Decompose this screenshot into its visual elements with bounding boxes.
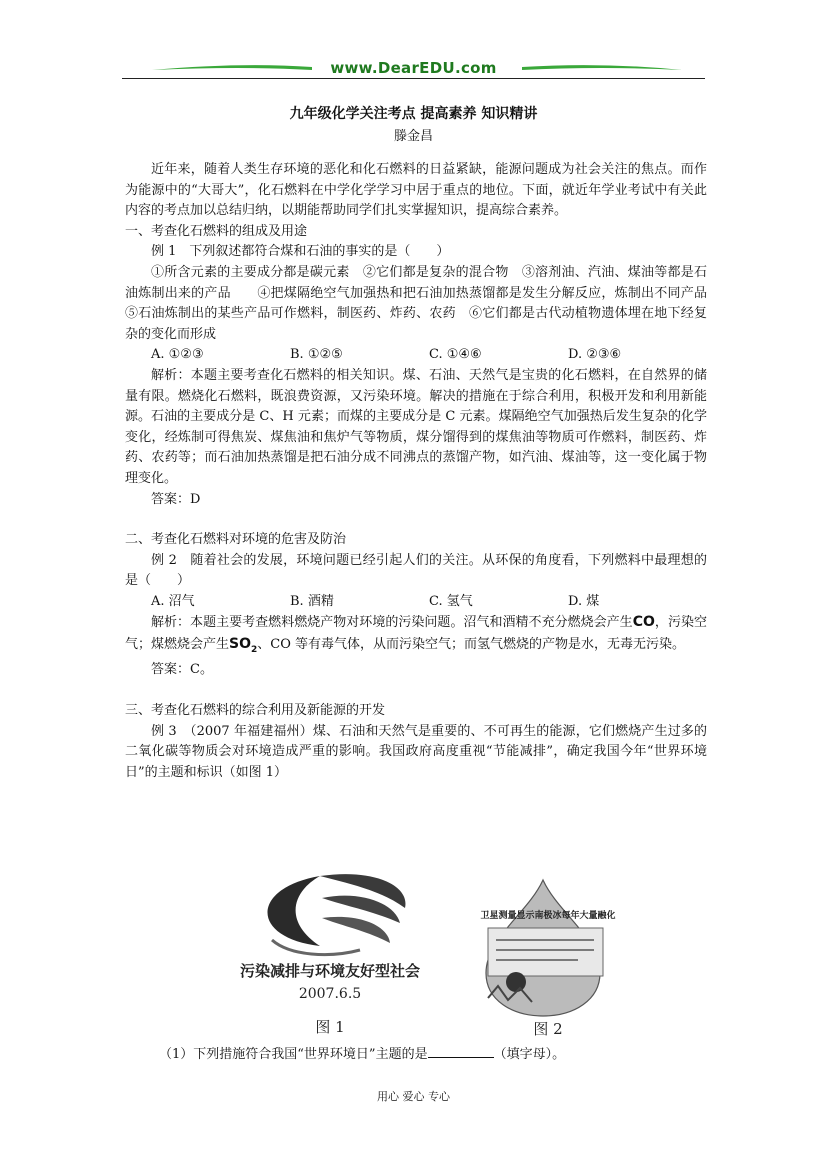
- article-body: [125, 160, 721, 783]
- intro-paragraph: 近年来，随着人类生存环境的恶化和化石燃料的日益紧缺，能源问题成为社会关注的焦点。而作为能源中的“大哥大”，化石燃料在中学化学学习中居于重点的地位。下面，就近年学业考试中有关此内容的考点加以总结归纳，以期能帮助同学们扎实掌握知识，提高综合素养。: [125, 162, 707, 219]
- figure1-date: 2007.6.5: [298, 986, 362, 1002]
- answer-blank[interactable]: [428, 1045, 494, 1058]
- melting-ice-drop-image: [468, 878, 628, 1018]
- example1-options: [125, 345, 707, 366]
- example2-answer: 答案：C。: [151, 662, 213, 678]
- example2-question: 例 2 随着社会的发展，环境问题已经引起人们的关注。从环保的角度看，下列燃料中最理想的是（ ）: [125, 552, 707, 589]
- figure-1: [210, 868, 450, 1038]
- example1-analysis: 解析：本题主要考查化石燃料的相关知识。煤、石油、天然气是宝贵的化石燃料，在自然界的储量有限。燃烧化石燃料，既浪费资源，又污染环境。解决的措施在于综合利用，积极开发和利用新能源。石油的主要成分是 C、H 元素；而煤的主要成分是 C 元素。煤隔绝空气加强热后发生复杂的化学变化，经炼制可得焦炭、煤焦油和焦炉气等物质，煤分馏得到的煤焦油等物质可作燃料，制医药、炸药、农药等；而石油加热蒸馏是把石油分成不同沸点的蒸馏产物，如汽油、煤油等，这一变化属于物理变化。: [125, 367, 707, 486]
- option-d: D. ②③⑥: [568, 347, 622, 363]
- option-a: A. ①②③: [151, 347, 204, 363]
- header-rule: [122, 78, 705, 79]
- section2-heading: 二、考查化石燃料对环境的危害及防治: [125, 532, 347, 548]
- example1-statements: ①所含元素的主要成分都是碳元素 ②它们都是复杂的混合物 ③溶剂油、汽油、煤油等都是石油炼制出来的产品 ④把煤隔绝空气加强热和把石油加热蒸馏都是发生分解反应，炼制出不同产品 ⑤石油炼制出的某些产品可作燃料，制医药、炸药、农药 ⑥它们都是古代动植物遗体埋在地下经复杂的变化而形成: [125, 264, 721, 342]
- option-b: B. ①②⑤: [290, 347, 343, 363]
- option-c: C. ①④⑥: [429, 347, 482, 363]
- option-c: C. 氢气: [429, 593, 473, 609]
- example1-question: 例 1 下列叙述都符合煤和石油的事实的是（ ）: [151, 244, 450, 260]
- option-a: A. 沼气: [151, 593, 195, 609]
- author: 滕金昌: [393, 129, 433, 144]
- co-formula: CO: [632, 614, 655, 631]
- site-brand[interactable]: www.DearEDU.com: [330, 59, 497, 77]
- sub-question: [125, 1045, 707, 1066]
- figure2-banner: 卫星测量显示南极冰每年大量融化: [480, 911, 616, 921]
- option-b: B. 酒精: [290, 593, 334, 609]
- page-header: [122, 58, 705, 80]
- example3-question: 例 3 （2007 年福建福州）煤、石油和天然气是重要的、不可再生的能源，它们燃烧产生过多的二氧化碳等物质会对环境造成严重的影响。我国政府高度重视“节能减排”，确定我国今年“世界环境日”的主题和标识（如图 1）: [125, 723, 707, 780]
- example1-answer: 答案：D: [151, 491, 201, 507]
- environment-day-logo: [210, 868, 450, 968]
- section3-heading: 三、考查化石燃料的综合利用及新能源的开发: [125, 703, 386, 719]
- page-footer: 用心 爱心 专心: [377, 1090, 450, 1103]
- figure2-caption: 图 2: [533, 1020, 563, 1038]
- option-d: D. 煤: [568, 593, 600, 609]
- section1-heading: 一、考查化石燃料的组成及用途: [125, 223, 308, 239]
- figure-2: [468, 878, 628, 1038]
- sub-question-1: （1）下列措施符合我国“世界环境日”主题的是 （填字母）。: [159, 1047, 566, 1062]
- example2-analysis: 解析：本题主要考查燃料燃烧产物对环境的污染问题。沼气和酒精不充分燃烧会产生CO，污染空气；煤燃烧会产生$SO_2$、CO 等有毒气体，从而污染空气；而氢气燃烧的产物是水，无毒无污染。: [125, 614, 707, 655]
- page-title: 九年级化学关注考点 提高素养 知识精讲: [289, 106, 538, 122]
- figure1-caption: 图 1: [315, 1018, 345, 1036]
- so2-formula: $SO_2$: [229, 636, 258, 655]
- figure1-slogan: 污染减排与环境友好型社会: [239, 962, 420, 980]
- figures: [210, 868, 630, 1048]
- example2-options: [125, 592, 707, 613]
